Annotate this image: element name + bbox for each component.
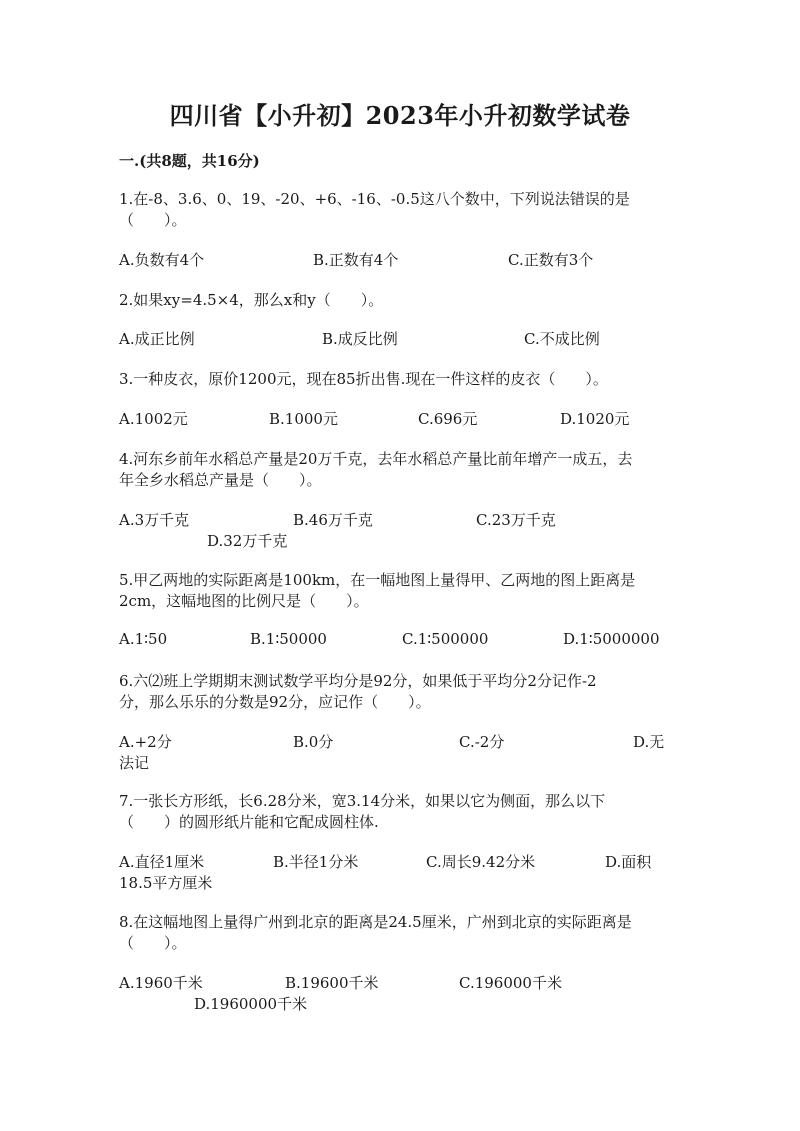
question-6-option-d: D.无 — [633, 733, 665, 751]
question-1-option-c: C.正数有3个 — [508, 251, 594, 269]
question-1-option-b: B.正数有4个 — [313, 251, 399, 269]
question-1-text-line-1: 1.在-8、3.6、0、19、-20、+6、-16、-0.5这八个数中，下列说法错误的是 — [119, 190, 630, 208]
question-7-text-line-1: 7.一张长方形纸，长6.28分米，宽3.14分米，如果以它为侧面，那么以下 — [119, 792, 606, 810]
question-6-option-d-continued: 法记 — [119, 754, 150, 772]
question-5-text-line-1: 5.甲乙两地的实际距离是100km，在一幅地图上量得甲、乙两地的图上距离是 — [119, 571, 636, 589]
question-5-option-a: A.1∶50 — [119, 630, 168, 648]
question-6-option-b: B.0分 — [293, 733, 334, 751]
question-5-option-d: D.1∶5000000 — [563, 630, 660, 648]
question-3-option-c: C.696元 — [418, 410, 478, 428]
question-1-option-a: A.负数有4个 — [119, 251, 205, 269]
question-8-option-d: D.1960000千米 — [194, 995, 308, 1013]
question-6-option-c: C.-2分 — [459, 733, 505, 751]
question-8-option-c: C.196000千米 — [459, 974, 562, 992]
question-3-option-d: D.1020元 — [560, 410, 630, 428]
question-8-text-line-2: （ ）。 — [119, 934, 187, 952]
question-8-text-line-1: 8.在这幅地图上量得广州到北京的距离是24.5厘米，广州到北京的实际距离是 — [119, 913, 632, 931]
question-7-option-c: C.周长9.42分米 — [426, 853, 536, 871]
question-5-option-b: B.1∶50000 — [250, 630, 327, 648]
question-6-option-a: A.+2分 — [119, 733, 172, 751]
question-4-option-d: D.32万千克 — [207, 532, 288, 550]
question-4-text-line-2: 年全乡水稻总产量是（ ）。 — [119, 471, 322, 489]
question-8-option-a: A.1960千米 — [119, 974, 203, 992]
question-6-text-line-1: 6.六⑵班上学期期末测试数学平均分是92分，如果低于平均分2分记作-2 — [119, 672, 597, 690]
question-2-text-line-1: 2.如果xy=4.5×4，那么x和y（ ）。 — [119, 291, 384, 309]
page-title: 四川省【小升初】2023年小升初数学试卷 — [169, 101, 631, 130]
question-2-option-b: B.成反比例 — [322, 330, 398, 348]
question-6-text-line-2: 分，那么乐乐的分数是92分，应记作（ ）。 — [119, 693, 431, 711]
question-4-text-line-1: 4.河东乡前年水稻总产量是20万千克，去年水稻总产量比前年增产一成五，去 — [119, 450, 633, 468]
question-4-option-b: B.46万千克 — [293, 511, 373, 529]
question-2-option-c: C.不成比例 — [524, 330, 600, 348]
question-8-option-b: B.19600千米 — [285, 974, 379, 992]
question-5-text-line-2: 2cm，这幅地图的比例尺是（ ）。 — [119, 592, 369, 610]
question-7-option-a: A.直径1厘米 — [119, 853, 205, 871]
question-7-option-d-continued: 18.5平方厘米 — [119, 874, 213, 892]
question-3-text-line-1: 3.一种皮衣，原价1200元，现在85折出售.现在一件这样的皮衣（ ）。 — [119, 370, 608, 388]
question-2-option-a: A.成正比例 — [119, 330, 195, 348]
question-3-option-a: A.1002元 — [119, 410, 188, 428]
question-7-option-b: B.半径1分米 — [273, 853, 359, 871]
question-7-text-line-2: （ ）的圆形纸片能和它配成圆柱体. — [119, 813, 379, 831]
section-heading: 一.(共8题，共16分) — [119, 152, 260, 170]
question-4-option-c: C.23万千克 — [476, 511, 556, 529]
question-1-text-line-2: （ ）。 — [119, 211, 187, 229]
question-3-option-b: B.1000元 — [269, 410, 338, 428]
question-5-option-c: C.1∶500000 — [402, 630, 489, 648]
question-7-option-d: D.面积 — [605, 853, 652, 871]
question-4-option-a: A.3万千克 — [119, 511, 190, 529]
